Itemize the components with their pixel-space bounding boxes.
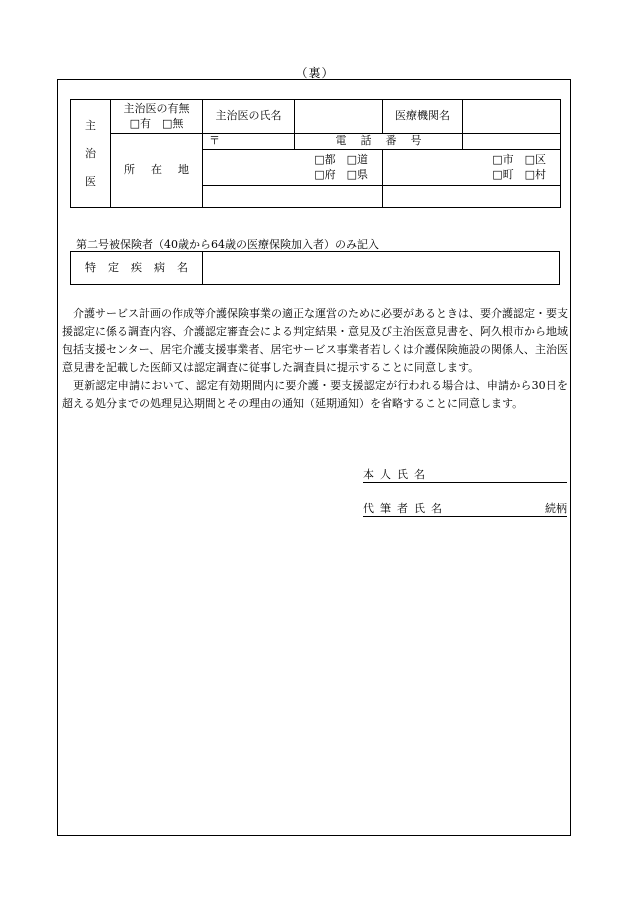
agent-signature-line[interactable] bbox=[363, 500, 567, 517]
disease-field[interactable] bbox=[203, 252, 560, 285]
institution-label: 医療機関名 bbox=[383, 100, 463, 134]
address-line-field[interactable] bbox=[203, 186, 383, 208]
city-options-2[interactable]: □町 □村 bbox=[492, 167, 546, 181]
applicant-name-label: 本 人 氏 名 bbox=[363, 468, 425, 481]
doctor-info-table bbox=[70, 99, 561, 208]
form-frame bbox=[57, 79, 571, 836]
doctor-section-label: 主 治 医 bbox=[71, 100, 111, 208]
agent-name-label: 代 筆 者 氏 名 bbox=[363, 502, 442, 515]
prefecture-options-2[interactable]: □府 □県 bbox=[314, 167, 368, 181]
city-options-1[interactable]: □市 □区 bbox=[492, 153, 546, 167]
consent-text bbox=[62, 305, 568, 413]
page-title: （裏） bbox=[295, 66, 335, 80]
doctor-name-field[interactable] bbox=[295, 100, 383, 134]
doctor-name-label: 主治医の氏名 bbox=[203, 100, 295, 134]
has-doctor-checkboxes[interactable]: □有 □無 bbox=[129, 116, 184, 130]
has-doctor-label: 主治医の有無 bbox=[123, 102, 190, 116]
institution-field[interactable] bbox=[463, 100, 561, 134]
phone-field[interactable] bbox=[463, 134, 561, 150]
address-line-field-2[interactable] bbox=[383, 186, 561, 208]
consent-paragraph-1: 介護サービス計画の作成等介護保険事業の適正な運営のために必要があるときは、要介護認定・要支援認定に係る調査内容、介護認定審査会による判定結果・意見及び主治医意見書を、阿久根市から地域包括支援センター、居宅介護支援事業者、居宅サービス事業者若しくは介護保険施設の関係人、主治医意見書を記載した医師又は認定調査に従事した調査員に提示することに同意します。 bbox=[62, 307, 568, 374]
second-insured-heading: 第二号被保険者（40歳から64歳の医療保険加入者）のみ記入 bbox=[76, 238, 379, 251]
prefecture-options-1[interactable]: □都 □道 bbox=[314, 153, 368, 167]
city-cell bbox=[383, 150, 561, 186]
disease-table bbox=[70, 251, 560, 285]
relation-label: 続柄 bbox=[545, 502, 567, 515]
consent-paragraph-2: 更新認定申請において、認定有効期間内に要介護・要支援認定が行われる場合は、申請から30日を超える処分までの処理見込期間とその理由の通知（延期通知）を省略することに同意します。 bbox=[62, 379, 568, 410]
disease-label: 特 定 疾 病 名 bbox=[71, 252, 203, 285]
has-doctor-cell bbox=[111, 100, 203, 134]
address-label: 所 在 地 bbox=[111, 134, 203, 208]
postal-code-field[interactable]: 〒 bbox=[203, 134, 295, 150]
prefecture-cell bbox=[203, 150, 383, 186]
phone-label: 電 話 番 号 bbox=[295, 134, 463, 150]
applicant-signature-line[interactable] bbox=[363, 466, 567, 483]
